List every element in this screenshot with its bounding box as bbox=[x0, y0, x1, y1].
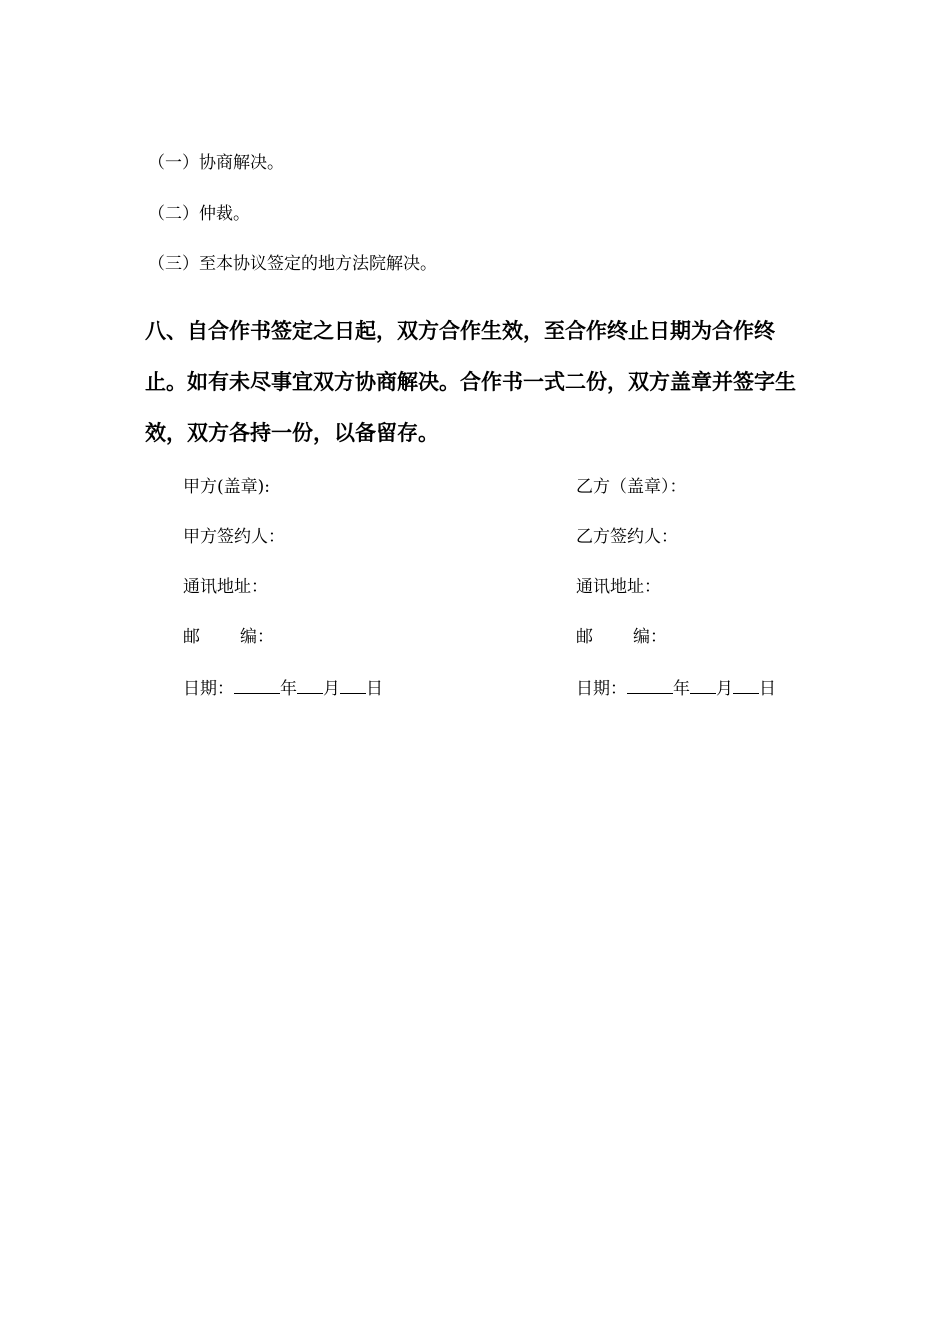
party-a-date-label: 日期： bbox=[183, 679, 234, 699]
clause-eight-paragraph: 八、自合作书签定之日起，双方合作生效，至合作终止日期为合作终止。如有未尽事宜双方协商解决。合作书一式二份，双方盖章并签字生效，双方各持一份，以备留存。 bbox=[145, 319, 796, 445]
party-b-month-blank bbox=[690, 676, 716, 694]
party-b-postcode-char1: 邮 bbox=[576, 627, 593, 647]
party-a-postcode-char2: 编： bbox=[240, 627, 274, 647]
party-a-postcode-char1: 邮 bbox=[183, 627, 200, 647]
party-b-year-label: 年 bbox=[673, 679, 690, 699]
party-b-date-line bbox=[576, 676, 776, 700]
party-b-day-blank bbox=[733, 676, 759, 694]
party-a-address-label: 通讯地址： bbox=[183, 577, 268, 597]
party-a-year-blank bbox=[234, 676, 280, 694]
party-b-address-label: 通讯地址： bbox=[576, 577, 661, 597]
party-a-day-label: 日 bbox=[366, 679, 383, 699]
party-b-date-label: 日期： bbox=[576, 679, 627, 699]
party-a-seal-label: 甲方(盖章): bbox=[183, 477, 270, 497]
party-b-postcode-char2: 编： bbox=[633, 627, 667, 647]
party-a-month-blank bbox=[297, 676, 323, 694]
party-b-day-label: 日 bbox=[759, 679, 776, 699]
party-b-seal-label: 乙方（盖章）： bbox=[576, 477, 687, 497]
party-b-signatory-label: 乙方签约人： bbox=[576, 527, 678, 547]
party-b-postcode-label bbox=[576, 626, 667, 648]
dispute-option-3: （三）至本协议签定的地方法院解决。 bbox=[148, 254, 437, 274]
party-a-date-line bbox=[183, 676, 383, 700]
party-b-month-label: 月 bbox=[716, 679, 733, 699]
party-a-postcode-label bbox=[183, 626, 274, 648]
dispute-option-1: （一）协商解决。 bbox=[148, 153, 284, 173]
party-b-year-blank bbox=[627, 676, 673, 694]
party-a-year-label: 年 bbox=[280, 679, 297, 699]
party-a-day-blank bbox=[340, 676, 366, 694]
dispute-option-2: （二）仲裁。 bbox=[148, 204, 250, 224]
party-a-month-label: 月 bbox=[323, 679, 340, 699]
party-a-signatory-label: 甲方签约人： bbox=[183, 527, 285, 547]
